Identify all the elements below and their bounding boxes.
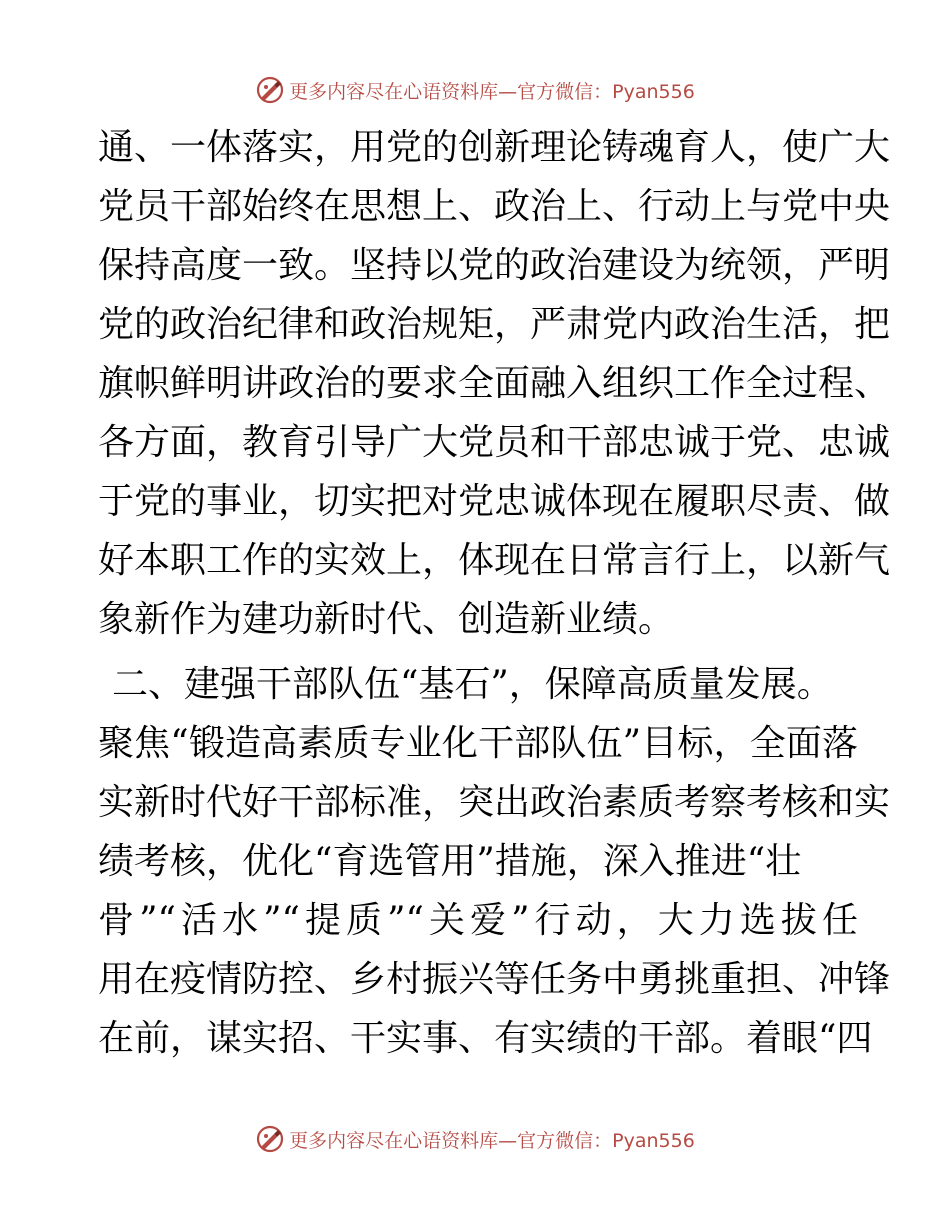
text-line: 聚焦“锻造高素质专业化干部队伍”目标，全面落: [98, 723, 858, 764]
pen-logo-icon: [255, 1124, 285, 1154]
text-line: 于党的事业，切实把对党忠诚体现在履职尽责、做: [98, 481, 891, 522]
text-line: 实新时代好干部标准，突出政治素质考察考核和实: [98, 782, 891, 823]
footer-watermark: [0, 1122, 950, 1156]
text-line: 党的政治纪律和政治规矩，严肃党内政治生活，把: [98, 304, 891, 345]
text-line: 象新作为建功新时代、创造新业绩。: [98, 599, 675, 640]
pen-logo-icon: [255, 75, 285, 105]
text-line: 保持高度一致。坚持以党的政治建设为统领，严明: [98, 245, 891, 286]
watermark-text: 更多内容尽在心语资料库—官方微信：Pyan556: [289, 1129, 695, 1152]
text-line: 党员干部始终在思想上、政治上、行动上与党中央: [98, 186, 891, 227]
text-line: 用在疫情防控、乡村振兴等任务中勇挑重担、冲锋: [98, 959, 891, 1000]
section-heading: 二、建强干部队伍“基石”，保障高质量发展。: [112, 664, 833, 705]
text-line: 骨”“活水”“提质”“关爱”行动，大力选拔任: [98, 900, 858, 941]
text-line: 旗帜鲜明讲政治的要求全面融入组织工作全过程、: [98, 363, 891, 404]
header-watermark: [0, 73, 950, 107]
text-line: 在前，谋实招、干实事、有实绩的干部。着眼“四: [98, 1018, 873, 1059]
watermark-text: 更多内容尽在心语资料库—官方微信：Pyan556: [289, 80, 695, 103]
document-body: [98, 118, 891, 1068]
text-line: 好本职工作的实效上，体现在日常言行上，以新气: [98, 540, 891, 581]
text-line: 绩考核，优化“育选管用”措施，深入推进“壮: [98, 841, 802, 882]
text-line: 通、一体落实，用党的创新理论铸魂育人，使广大: [98, 127, 891, 168]
text-line: 各方面，教育引导广大党员和干部忠诚于党、忠诚: [98, 422, 891, 463]
